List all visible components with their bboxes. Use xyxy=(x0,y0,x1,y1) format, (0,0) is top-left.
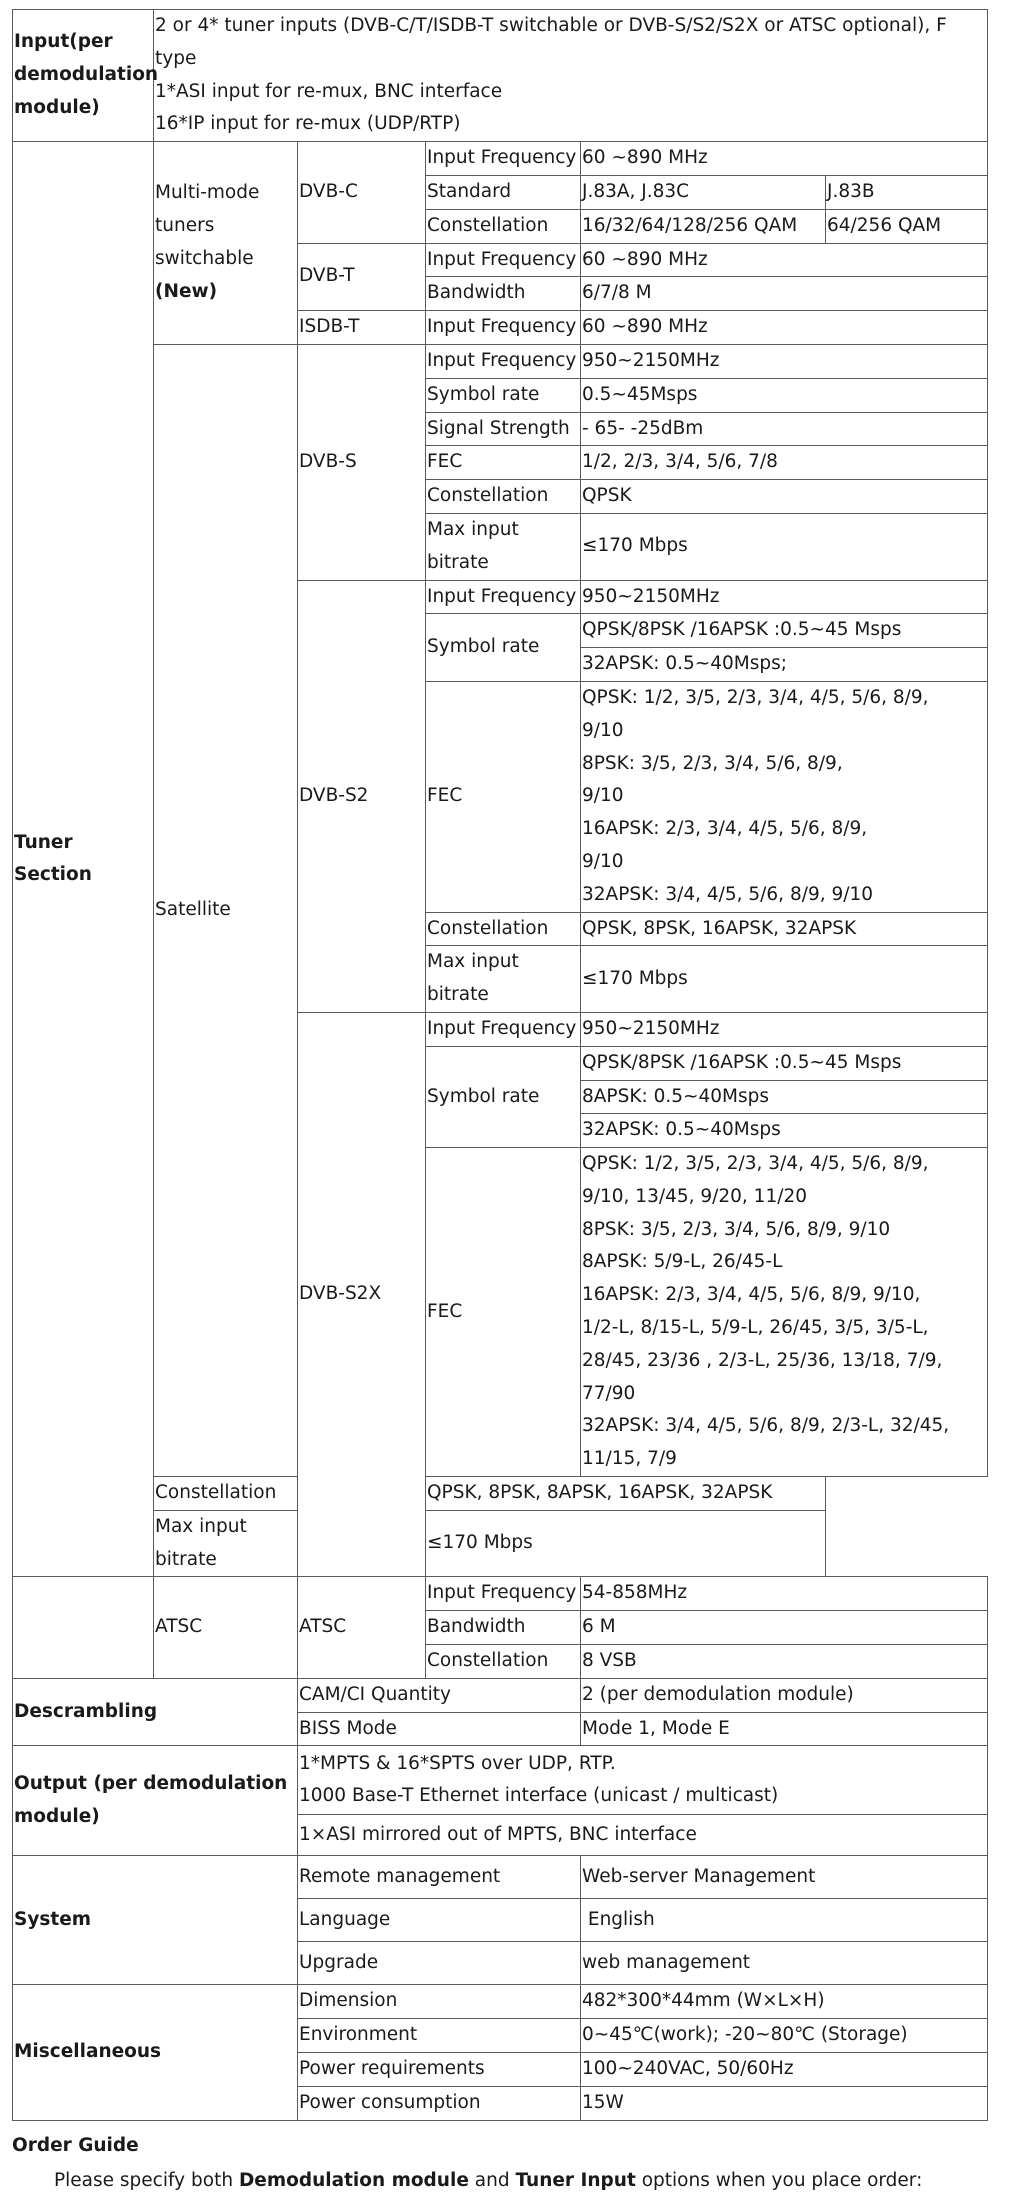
param-value: 8 VSB xyxy=(581,1645,988,1679)
param-value: J.83B xyxy=(826,175,988,209)
param-label: Remote management xyxy=(298,1856,581,1899)
param-label: Signal Strength xyxy=(426,412,581,446)
order-guide-title: Order Guide xyxy=(12,2135,139,2156)
isdbt-label: ISDB-T xyxy=(298,311,426,345)
param-label: Upgrade xyxy=(298,1942,581,1985)
param-label: Max input bitrate xyxy=(426,513,581,580)
param-value: ≤170 Mbps xyxy=(581,946,988,1013)
param-value: 54-858MHz xyxy=(581,1577,988,1611)
param-value: Mode 1, Mode E xyxy=(581,1712,988,1746)
fec-line: 32APSK: 3/4, 4/5, 5/6, 8/9, 2/3-L, 32/45, xyxy=(582,1415,950,1437)
input-line: 16*IP input for re-mux (UDP/RTP) xyxy=(155,113,461,135)
dvbs-label: DVB-S xyxy=(298,344,426,580)
param-value-line: 32APSK: 0.5~40Msps; xyxy=(581,648,988,682)
input-header: Input(per demodulation module) xyxy=(13,10,154,142)
table-row xyxy=(13,1746,988,1815)
param-label: Language xyxy=(298,1899,581,1942)
param-label: Constellation xyxy=(426,912,581,946)
fec-line: 16APSK: 2/3, 3/4, 4/5, 5/6, 8/9, 9/10, xyxy=(582,1284,921,1306)
param-label: CAM/CI Quantity xyxy=(298,1678,581,1712)
fec-line: 9/10 xyxy=(582,850,624,872)
param-value: QPSK, 8PSK, 16APSK, 32APSK xyxy=(581,912,988,946)
param-value: 0~45℃(work); -20~80℃ (Storage) xyxy=(581,2019,988,2053)
param-label: Dimension xyxy=(298,1985,581,2019)
table-row xyxy=(13,344,988,378)
table-row xyxy=(13,1678,988,1712)
table-row xyxy=(13,1985,988,2019)
param-label: Input Frequency xyxy=(426,1577,581,1611)
dvbc-label: DVB-C xyxy=(298,142,426,243)
param-value-line: QPSK/8PSK /16APSK :0.5~45 Msps xyxy=(581,614,988,648)
fec-line: 8PSK: 3/5, 2/3, 3/4, 5/6, 8/9, xyxy=(582,752,843,774)
input-value xyxy=(154,10,988,142)
param-label: Input Frequency xyxy=(426,243,581,277)
fec-line: 9/10 xyxy=(582,785,624,807)
fec-line: QPSK: 1/2, 3/5, 2/3, 3/4, 4/5, 5/6, 8/9, xyxy=(582,1153,929,1175)
table-row xyxy=(13,1856,988,1899)
param-value-line: QPSK/8PSK /16APSK :0.5~45 Msps xyxy=(581,1046,988,1080)
param-value xyxy=(298,1746,988,1815)
atsc-label: ATSC xyxy=(298,1577,426,1678)
order-guide-text: Please specify both xyxy=(54,2170,239,2191)
param-value: 16/32/64/128/256 QAM xyxy=(581,209,826,243)
param-value xyxy=(581,1148,988,1477)
param-value: J.83A, J.83C xyxy=(581,175,826,209)
param-value: - 65- -25dBm xyxy=(581,412,988,446)
fec-line: 1/2-L, 8/15-L, 5/9-L, 26/45, 3/5, 3/5-L, xyxy=(582,1317,929,1339)
table-row xyxy=(13,142,988,176)
param-label: Max input bitrate xyxy=(154,1510,298,1577)
param-value: QPSK xyxy=(581,480,988,514)
param-value: 950~2150MHz xyxy=(581,1012,988,1046)
dvbs2-label: DVB-S2 xyxy=(298,580,426,1012)
param-value: ≤170 Mbps xyxy=(426,1510,826,1577)
param-label: Input Frequency xyxy=(426,311,581,345)
fec-line: 8APSK: 5/9-L, 26/45-L xyxy=(582,1251,783,1273)
fec-line: 32APSK: 3/4, 4/5, 5/6, 8/9, 9/10 xyxy=(582,883,874,905)
param-value: 0.5~45Msps xyxy=(581,378,988,412)
param-value: 100~240VAC, 50/60Hz xyxy=(581,2053,988,2087)
order-guide-instruction xyxy=(54,2170,922,2191)
fec-line: QPSK: 1/2, 3/5, 2/3, 3/4, 4/5, 5/6, 8/9, xyxy=(582,686,929,708)
param-label: Environment xyxy=(298,2019,581,2053)
order-guide-bold: Tuner Input xyxy=(515,2170,636,2191)
param-label: Symbol rate xyxy=(426,378,581,412)
satellite-label: Satellite xyxy=(154,344,298,1476)
param-label: Constellation xyxy=(426,209,581,243)
new-badge: (New) xyxy=(155,280,218,302)
param-value: web management xyxy=(581,1942,988,1985)
descrambling-header: Descrambling xyxy=(13,1678,298,1746)
param-value: 2 (per demodulation module) xyxy=(581,1678,988,1712)
param-value: 6/7/8 M xyxy=(581,277,988,311)
param-value: 64/256 QAM xyxy=(826,209,988,243)
param-value: QPSK, 8PSK, 8APSK, 16APSK, 32APSK xyxy=(426,1477,826,1511)
order-guide-bold: Demodulation module xyxy=(238,2170,469,2191)
param-value-line: 8APSK: 0.5~40Msps xyxy=(581,1080,988,1114)
param-value: ≤170 Mbps xyxy=(581,513,988,580)
system-header: System xyxy=(13,1856,298,1985)
param-label: FEC xyxy=(426,446,581,480)
fec-line: 8PSK: 3/5, 2/3, 3/4, 5/6, 8/9, 9/10 xyxy=(582,1218,891,1240)
param-value xyxy=(581,681,988,912)
multimode-text: Multi-mode tuners switchable xyxy=(155,182,260,270)
param-value: 1/2, 2/3, 3/4, 5/6, 7/8 xyxy=(581,446,988,480)
param-value: 60 ~890 MHz xyxy=(581,243,988,277)
param-value: 482*300*44mm (W×L×H) xyxy=(581,1985,988,2019)
param-label: Bandwidth xyxy=(426,1611,581,1645)
tuner-section-header: Tuner Section xyxy=(13,142,154,1577)
input-line: 2 or 4* tuner inputs (DVB-C/T/ISDB-T switchable or DVB-S/S2/S2X or ATSC optional), F type xyxy=(155,15,947,69)
table-row xyxy=(13,1477,988,1511)
input-row xyxy=(13,10,988,142)
param-label: BISS Mode xyxy=(298,1712,581,1746)
param-label: Constellation xyxy=(154,1477,298,1511)
order-guide-text: and xyxy=(468,2170,516,2191)
param-label: Constellation xyxy=(426,480,581,514)
param-label: FEC xyxy=(426,681,581,912)
param-label: Power consumption xyxy=(298,2086,581,2120)
param-value: 15W xyxy=(581,2086,988,2120)
param-label: Standard xyxy=(426,175,581,209)
tuner-section-blank xyxy=(13,1577,154,1678)
fec-line: 77/90 xyxy=(582,1382,636,1404)
param-label: FEC xyxy=(426,1148,581,1477)
param-value: 60 ~890 MHz xyxy=(581,311,988,345)
param-value: 950~2150MHz xyxy=(581,344,988,378)
param-label: Input Frequency xyxy=(426,580,581,614)
output-line: 1000 Base-T Ethernet interface (unicast / multicast) xyxy=(299,1785,779,1807)
param-value: 1×ASI mirrored out of MPTS, BNC interface xyxy=(298,1815,988,1856)
param-label: Symbol rate xyxy=(426,614,581,682)
output-line: 1*MPTS & 16*SPTS over UDP, RTP. xyxy=(299,1753,616,1775)
param-label: Input Frequency xyxy=(426,142,581,176)
fec-line: 9/10, 13/45, 9/20, 11/20 xyxy=(582,1185,807,1207)
spec-table xyxy=(12,9,988,2121)
param-label: Symbol rate xyxy=(426,1046,581,1147)
atsc-group-label: ATSC xyxy=(154,1577,298,1678)
param-label: Input Frequency xyxy=(426,1012,581,1046)
param-label: Input Frequency xyxy=(426,344,581,378)
param-value: 950~2150MHz xyxy=(581,580,988,614)
param-label: Power requirements xyxy=(298,2053,581,2087)
input-line: 1*ASI input for re-mux, BNC interface xyxy=(155,80,503,102)
param-label: Constellation xyxy=(426,1645,581,1679)
order-guide-text: options when you place order: xyxy=(635,2170,923,2191)
misc-header: Miscellaneous xyxy=(13,1985,298,2120)
param-value: 6 M xyxy=(581,1611,988,1645)
output-header: Output (per demodulation module) xyxy=(13,1746,298,1856)
param-label: Bandwidth xyxy=(426,277,581,311)
fec-line: 11/15, 7/9 xyxy=(582,1448,677,1470)
table-row xyxy=(13,1577,988,1611)
dvbt-label: DVB-T xyxy=(298,243,426,311)
param-value: 60 ~890 MHz xyxy=(581,142,988,176)
fec-line: 16APSK: 2/3, 3/4, 4/5, 5/6, 8/9, xyxy=(582,818,868,840)
param-value: Web-server Management xyxy=(581,1856,988,1899)
fec-line: 28/45, 23/36 , 2/3-L, 25/36, 13/18, 7/9, xyxy=(582,1349,943,1371)
param-value: English xyxy=(581,1899,988,1942)
multimode-label xyxy=(154,142,298,345)
param-label: Max input bitrate xyxy=(426,946,581,1013)
dvbs2x-label: DVB-S2X xyxy=(298,1012,426,1577)
param-value-line: 32APSK: 0.5~40Msps xyxy=(581,1114,988,1148)
fec-line: 9/10 xyxy=(582,719,624,741)
